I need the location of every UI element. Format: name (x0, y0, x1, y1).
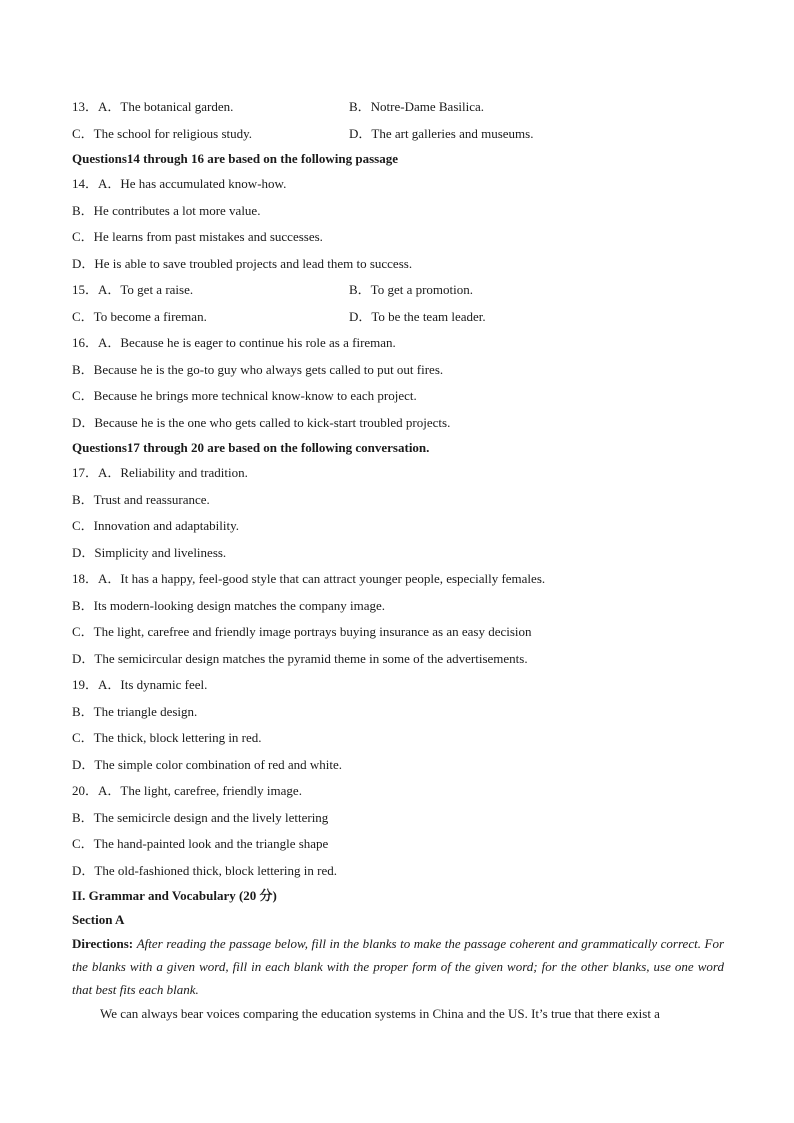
directions-text: After reading the passage below, fill in the blanks to make the passage coherent and grammatically correct. For the blanks with a given word, fill in each blank with the proper form of the given word; for the other blanks, use one word that best fits each blank. (72, 936, 724, 997)
option-20c: C．The hand-painted look and the triangle shape (72, 836, 329, 851)
option-18d: D．The semicircular design matches the pyramid theme in some of the advertisements. (72, 650, 528, 666)
option-20b: B．The semicircle design and the lively lettering (72, 809, 329, 825)
option-16b: B．Because he is the go-to guy who always gets called to put out fires. (72, 361, 444, 377)
option-15b: B．To get a promotion. (349, 282, 474, 297)
option-17d: D．Simplicity and liveliness. (72, 544, 227, 560)
question-13-row-1 (72, 94, 724, 121)
option-19a: 19．A．Its dynamic feel. (72, 677, 208, 692)
option-19d: D．The simple color combination of red and white. (72, 756, 343, 772)
question-13-row-2 (72, 121, 724, 148)
option-20d: D．The old-fashioned thick, block lettering in red. (72, 862, 337, 878)
heading-questions-14-16: Questions14 through 16 are based on the following passage (72, 151, 399, 166)
option-18c: C．The light, carefree and friendly image portrays buying insurance as an easy decision (72, 624, 532, 639)
option-17c: C．Innovation and adaptability. (72, 518, 240, 533)
heading-questions-17-20: Questions17 through 20 are based on the following conversation. (72, 440, 430, 455)
option-15c: C．To become a fireman. (72, 308, 207, 324)
option-13a: 13．A．The botanical garden. (72, 99, 234, 114)
option-15a: 15．A．To get a raise. (72, 282, 194, 297)
directions-label: Directions: (72, 936, 134, 951)
option-15d: D．To be the team leader. (349, 308, 486, 324)
question-15-row-2 (72, 304, 724, 331)
section-a-title: Section A (72, 912, 125, 927)
option-16c: C．Because he brings more technical know-know to each project. (72, 388, 417, 403)
option-19c: C．The thick, block lettering in red. (72, 730, 262, 745)
option-18b: B．Its modern-looking design matches the company image. (72, 597, 386, 613)
option-14d: D．He is able to save troubled projects and lead them to success. (72, 255, 413, 271)
option-14b: B．He contributes a lot more value. (72, 202, 261, 218)
option-13d: D．The art galleries and museums. (349, 125, 534, 141)
option-13b: B．Notre-Dame Basilica. (349, 99, 485, 114)
passage-first-line: We can always bear voices comparing the education systems in China and the US. It’s true that there exist a (100, 1006, 660, 1021)
question-15-row-1 (72, 277, 724, 304)
option-19b: B．The triangle design. (72, 703, 198, 719)
option-14a: 14．A．He has accumulated know-how. (72, 176, 287, 191)
option-17b: B．Trust and reassurance. (72, 491, 210, 507)
option-13c: C．The school for religious study. (72, 125, 253, 141)
option-18a: 18．A．It has a happy, feel-good style that can attract younger people, especially females. (72, 571, 546, 586)
option-14c: C．He learns from past mistakes and successes. (72, 229, 323, 244)
section-title-grammar: II. Grammar and Vocabulary (20 分) (72, 888, 277, 903)
exam-page (72, 94, 724, 1027)
option-20a: 20．A．The light, carefree, friendly image. (72, 783, 302, 798)
directions-block (72, 932, 724, 1001)
option-17a: 17．A．Reliability and tradition. (72, 465, 248, 480)
option-16d: D．Because he is the one who gets called to kick-start troubled projects. (72, 414, 451, 430)
option-16a: 16．A．Because he is eager to continue his role as a fireman. (72, 335, 396, 350)
